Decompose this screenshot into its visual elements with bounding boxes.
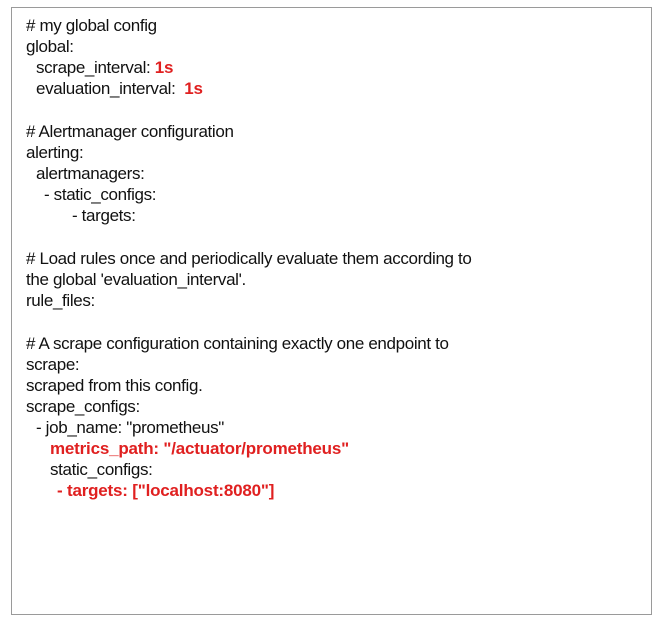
evaluation-interval-line — [26, 78, 651, 99]
scrape-interval-value: 1s — [154, 58, 174, 77]
blank-line — [26, 311, 651, 333]
static-configs-item: - static_configs: — [44, 185, 157, 204]
targets-line: - targets: ["localhost:8080"] — [57, 481, 275, 500]
alertmanager-comment: # Alertmanager configuration — [26, 122, 234, 141]
alertmanagers-key: alertmanagers: — [36, 164, 145, 183]
evaluation-interval-value: 1s — [184, 79, 203, 98]
scrape-interval-label: scrape_interval: — [36, 58, 155, 77]
rules-comment-line-2: the global 'evaluation_interval'. — [26, 270, 246, 289]
rule-files-key: rule_files: — [26, 291, 95, 310]
scrape-comment-line-1: # A scrape configuration containing exactly one endpoint to — [26, 334, 449, 353]
scrape-comment-line-3: scraped from this config. — [26, 376, 203, 395]
static-configs-key: static_configs: — [50, 460, 153, 479]
job-name-line: - job_name: "prometheus" — [36, 418, 224, 437]
scrape-interval-line — [26, 57, 651, 78]
evaluation-interval-label: evaluation_interval: — [36, 79, 185, 98]
scrape-configs-key: scrape_configs: — [26, 397, 140, 416]
blank-line — [26, 99, 651, 121]
rules-comment-line-1: # Load rules once and periodically evaluate them according to — [26, 249, 472, 268]
alerting-key: alerting: — [26, 143, 84, 162]
global-key: global: — [26, 37, 74, 56]
targets-item: - targets: — [72, 206, 136, 225]
blank-line — [26, 226, 651, 248]
config-document — [11, 7, 652, 615]
global-comment: # my global config — [26, 16, 157, 35]
metrics-path-line: metrics_path: "/actuator/prometheus" — [50, 439, 349, 458]
scrape-comment-line-2: scrape: — [26, 355, 80, 374]
